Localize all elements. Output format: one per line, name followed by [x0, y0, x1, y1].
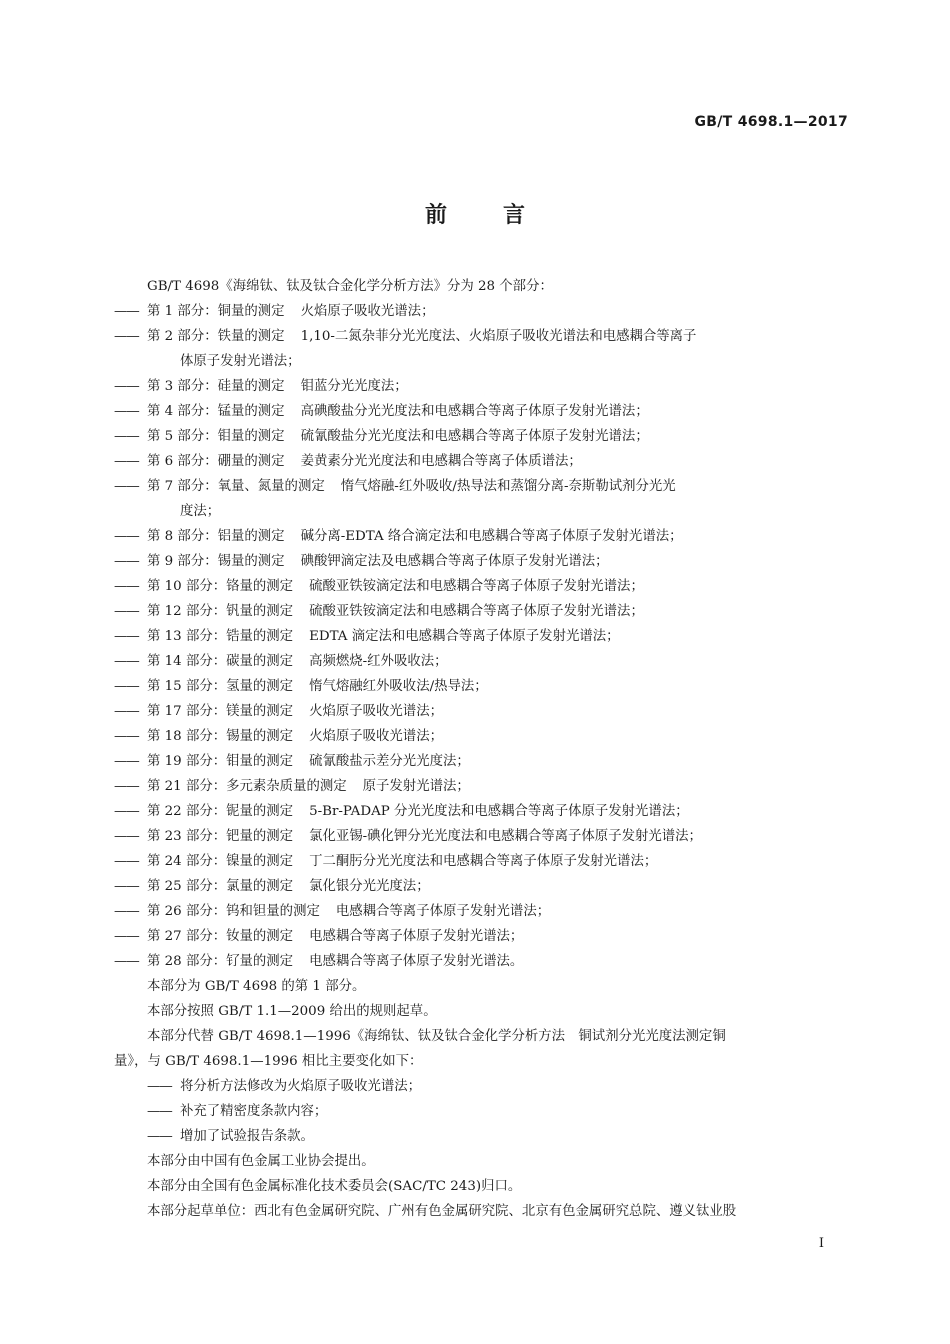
- list-item: [114, 849, 852, 874]
- list-item: [114, 949, 852, 974]
- page-number: I: [818, 1236, 824, 1251]
- list-item: [114, 449, 852, 474]
- part-label: 第 1 部分：铜量的测定: [147, 304, 285, 319]
- replaces-paragraph-line2: 量》，与 GB/T 4698.1—1996 相比主要变化如下：: [114, 1054, 423, 1069]
- proposed-by-paragraph: 本部分由中国有色金属工业协会提出。: [147, 1154, 375, 1169]
- part-label: 第 8 部分：铝量的测定: [147, 529, 285, 544]
- list-item: [114, 749, 852, 774]
- part-label: 第 22 部分：铌量的测定: [147, 804, 294, 819]
- list-dash: ——: [114, 904, 139, 919]
- list-item: [114, 624, 852, 649]
- list-dash: ——: [114, 929, 139, 944]
- part-method: 丁二酮肟分光光度法和电感耦合等离子体原子发射光谱法；: [309, 854, 658, 869]
- part-method: 电感耦合等离子体原子发射光谱法。: [309, 954, 524, 969]
- replaces-paragraph-line1: 本部分代替 GB/T 4698.1—1996《海绵钛、钛及钛合金化学分析方法 铜试剂分光光度法测定铜: [147, 1029, 726, 1044]
- part-label: 第 2 部分：铁量的测定: [147, 329, 285, 344]
- part-label: 第 19 部分：钼量的测定: [147, 754, 294, 769]
- list-dash: ——: [114, 679, 139, 694]
- part-method: 姜黄素分光光度法和电感耦合等离子体质谱法；: [300, 454, 582, 469]
- list-item: [114, 324, 852, 349]
- change-item: [114, 1074, 852, 1099]
- drafting-units-paragraph: 本部分起草单位：西北有色金属研究院、广州有色金属研究院、北京有色金属研究总院、遵义钛业股: [147, 1204, 737, 1219]
- part-method: 高频燃烧-红外吸收法；: [309, 654, 448, 669]
- part-method: 碱分离-EDTA 络合滴定法和电感耦合等离子体原子发射光谱法；: [300, 529, 683, 544]
- part-method-continued: 度法；: [180, 504, 221, 519]
- list-dash: ——: [114, 554, 139, 569]
- part-method: 火焰原子吸收光谱法；: [309, 704, 443, 719]
- part-label: 第 25 部分：氯量的测定: [147, 879, 294, 894]
- intro-paragraph: GB/T 4698《海绵钛、钛及钛合金化学分析方法》分为 28 个部分：: [147, 279, 553, 294]
- list-item: [114, 899, 852, 924]
- list-dash: ——: [114, 454, 139, 469]
- list-item: [114, 799, 852, 824]
- list-item: [114, 374, 852, 399]
- list-item: [114, 649, 852, 674]
- part-method: 火焰原子吸收光谱法；: [300, 304, 435, 319]
- part-method: 火焰原子吸收光谱法；: [309, 729, 443, 744]
- part-method: 原子发射光谱法；: [362, 779, 470, 794]
- list-item: [114, 424, 852, 449]
- list-dash: ——: [114, 404, 139, 419]
- change-item: [114, 1124, 852, 1149]
- list-dash: ——: [114, 629, 139, 644]
- list-dash: ——: [147, 1079, 172, 1094]
- list-dash: ——: [114, 804, 139, 819]
- list-dash: ——: [147, 1104, 172, 1119]
- list-dash: ——: [114, 529, 139, 544]
- list-dash: ——: [114, 829, 139, 844]
- drafting-rule-paragraph: 本部分按照 GB/T 1.1—2009 给出的规则起草。: [147, 1004, 437, 1019]
- page-title: 前言: [424, 203, 581, 228]
- list-item: [114, 399, 852, 424]
- part-method: 电感耦合等离子体原子发射光谱法；: [335, 904, 551, 919]
- part-method: 硫氰酸盐分光光度法和电感耦合等离子体原子发射光谱法；: [300, 429, 649, 444]
- parts-list: [114, 299, 852, 974]
- changes-list: [114, 1074, 852, 1149]
- part-method: 惰气熔融-红外吸收/热导法和蒸馏分离-奈斯勒试剂分光光: [340, 479, 676, 494]
- list-dash: ——: [114, 329, 139, 344]
- part-label: 第 26 部分：钨和钽量的测定: [147, 904, 320, 919]
- list-dash: ——: [114, 379, 139, 394]
- list-dash: ——: [147, 1129, 172, 1144]
- list-dash: ——: [114, 654, 139, 669]
- list-dash: ——: [114, 479, 139, 494]
- list-dash: ——: [114, 429, 139, 444]
- list-dash: ——: [114, 954, 139, 969]
- change-item: [114, 1099, 852, 1124]
- part-label: 第 6 部分：硼量的测定: [147, 454, 285, 469]
- list-dash: ——: [114, 854, 139, 869]
- list-dash: ——: [114, 779, 139, 794]
- centralized-by-paragraph: 本部分由全国有色金属标准化技术委员会(SAC/TC 243)归口。: [147, 1179, 522, 1194]
- list-item: [114, 774, 852, 799]
- list-item: [114, 524, 852, 549]
- list-item: [114, 699, 852, 724]
- part-method: 1,10-二氮杂菲分光光度法、火焰原子吸收光谱法和电感耦合等离子: [300, 329, 697, 344]
- list-item: [114, 474, 852, 499]
- list-item: [114, 599, 852, 624]
- list-item: [114, 924, 852, 949]
- part-label: 第 9 部分：锡量的测定: [147, 554, 285, 569]
- part-label: 第 21 部分：多元素杂质量的测定: [147, 779, 347, 794]
- change-text: 将分析方法修改为火焰原子吸收光谱法；: [180, 1079, 422, 1094]
- part-label: 第 5 部分：钼量的测定: [147, 429, 285, 444]
- part-method: 硫酸亚铁铵滴定法和电感耦合等离子体原子发射光谱法；: [309, 604, 644, 619]
- list-item: [114, 674, 852, 699]
- part-label: 第 18 部分：锡量的测定: [147, 729, 294, 744]
- part-method: 硫氰酸盐示差分光光度法；: [309, 754, 470, 769]
- part-method: 高碘酸盐分光光度法和电感耦合等离子体原子发射光谱法；: [300, 404, 649, 419]
- part-label: 第 13 部分：锆量的测定: [147, 629, 294, 644]
- part-method: 5-Br-PADAP 分光光度法和电感耦合等离子体原子发射光谱法；: [309, 804, 689, 819]
- part-label: 第 14 部分：碳量的测定: [147, 654, 294, 669]
- part-label: 第 28 部分：钌量的测定: [147, 954, 294, 969]
- part-label: 第 4 部分：锰量的测定: [147, 404, 285, 419]
- change-text: 增加了试验报告条款。: [180, 1129, 314, 1144]
- list-dash: ——: [114, 754, 139, 769]
- list-item: [114, 574, 852, 599]
- list-item: [114, 874, 852, 899]
- list-dash: ——: [114, 604, 139, 619]
- part-label: 第 3 部分：硅量的测定: [147, 379, 285, 394]
- part-method: 惰气熔融红外吸收法/热导法；: [309, 679, 488, 694]
- part-of-paragraph: 本部分为 GB/T 4698 的第 1 部分。: [147, 979, 366, 994]
- change-text: 补充了精密度条款内容；: [180, 1104, 328, 1119]
- part-label: 第 15 部分：氢量的测定: [147, 679, 294, 694]
- part-method: EDTA 滴定法和电感耦合等离子体原子发射光谱法；: [309, 629, 620, 644]
- list-item: [114, 549, 852, 574]
- preface-body: [114, 274, 852, 1224]
- part-method: 氯化亚锡-碘化钾分光光度法和电感耦合等离子体原子发射光谱法；: [309, 829, 702, 844]
- part-method: 氯化银分光光度法；: [309, 879, 430, 894]
- part-label: 第 7 部分：氧量、氮量的测定: [147, 479, 325, 494]
- list-dash: ——: [114, 304, 139, 319]
- list-dash: ——: [114, 879, 139, 894]
- list-item: [114, 824, 852, 849]
- part-label: 第 17 部分：镁量的测定: [147, 704, 294, 719]
- list-dash: ——: [114, 704, 139, 719]
- list-dash: ——: [114, 729, 139, 744]
- part-label: 第 23 部分：钯量的测定: [147, 829, 294, 844]
- list-item: [114, 724, 852, 749]
- part-method: 碘酸钾滴定法及电感耦合等离子体原子发射光谱法；: [300, 554, 609, 569]
- part-label: 第 24 部分：镍量的测定: [147, 854, 294, 869]
- part-method: 钼蓝分光光度法；: [300, 379, 408, 394]
- part-method: 电感耦合等离子体原子发射光谱法；: [309, 929, 524, 944]
- part-method-continued: 体原子发射光谱法；: [180, 354, 301, 369]
- standard-code: GB/T 4698.1—2017: [694, 114, 848, 130]
- part-label: 第 10 部分：铬量的测定: [147, 579, 294, 594]
- list-item: [114, 299, 852, 324]
- part-label: 第 27 部分：钕量的测定: [147, 929, 294, 944]
- part-label: 第 12 部分：钒量的测定: [147, 604, 294, 619]
- list-dash: ——: [114, 579, 139, 594]
- part-method: 硫酸亚铁铵滴定法和电感耦合等离子体原子发射光谱法；: [309, 579, 644, 594]
